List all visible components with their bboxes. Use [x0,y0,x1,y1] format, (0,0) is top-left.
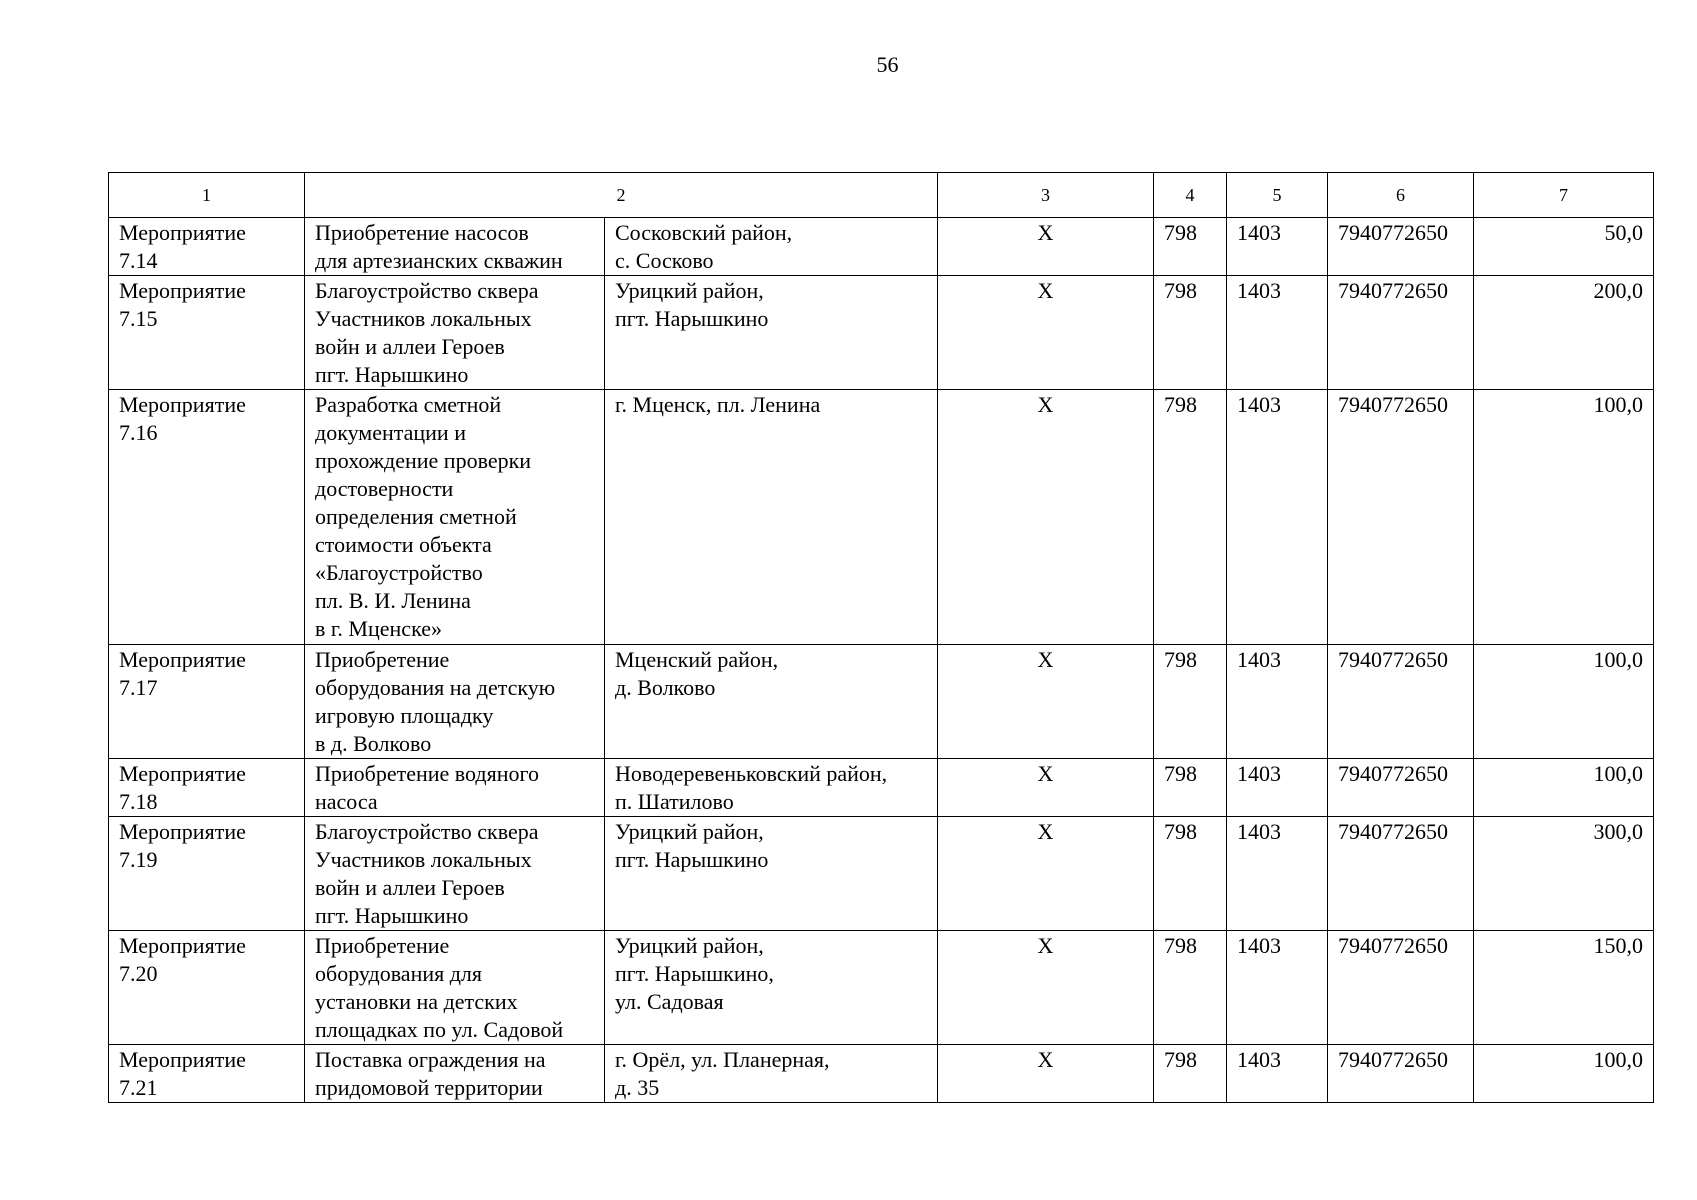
column-6-cell: 7940772650 [1328,759,1474,817]
location-cell: Новодеревеньковский район, п. Шатилово [605,759,938,817]
location-cell: Мценский район, д. Волково [605,645,938,759]
column-4-cell: 798 [1154,759,1227,817]
column-3-cell: Х [938,645,1154,759]
column-4-cell: 798 [1154,1045,1227,1103]
column-5-cell: 1403 [1227,390,1328,645]
column-5-cell: 1403 [1227,759,1328,817]
event-cell: Мероприятие 7.15 [109,276,305,390]
table-row [109,218,1654,276]
page-number: 56 [876,52,899,77]
column-5-cell: 1403 [1227,1045,1328,1103]
event-cell: Мероприятие 7.16 [109,390,305,645]
column-4-cell: 798 [1154,931,1227,1045]
event-cell: Мероприятие 7.19 [109,817,305,931]
header-cell-6: 6 [1328,173,1474,218]
column-3-cell: Х [938,931,1154,1045]
events-table [108,172,1654,1103]
description-cell: Приобретение насосов для артезианских скважин [305,218,605,276]
column-6-cell: 7940772650 [1328,276,1474,390]
location-cell: Сосковский район, с. Сосково [605,218,938,276]
header-cell-2: 2 [305,173,938,218]
column-6-cell: 7940772650 [1328,817,1474,931]
column-5-cell: 1403 [1227,931,1328,1045]
column-6-cell: 7940772650 [1328,218,1474,276]
table-row [109,390,1654,645]
table-header-row [109,173,1654,218]
header-cell-5: 5 [1227,173,1328,218]
column-5-cell: 1403 [1227,276,1328,390]
event-cell: Мероприятие 7.21 [109,1045,305,1103]
event-cell: Мероприятие 7.20 [109,931,305,1045]
column-4-cell: 798 [1154,390,1227,645]
description-cell: Приобретение оборудования на детскую игровую площадку в д. Волково [305,645,605,759]
event-cell: Мероприятие 7.14 [109,218,305,276]
location-cell: Урицкий район, пгт. Нарышкино [605,817,938,931]
amount-cell: 100,0 [1474,1045,1654,1103]
amount-cell: 200,0 [1474,276,1654,390]
amount-cell: 100,0 [1474,759,1654,817]
column-4-cell: 798 [1154,645,1227,759]
amount-cell: 100,0 [1474,390,1654,645]
amount-cell: 150,0 [1474,931,1654,1045]
amount-cell: 100,0 [1474,645,1654,759]
column-4-cell: 798 [1154,218,1227,276]
description-cell: Благоустройство сквера Участников локальных войн и аллеи Героев пгт. Нарышкино [305,276,605,390]
header-cell-7: 7 [1474,173,1654,218]
column-3-cell: Х [938,817,1154,931]
column-3-cell: Х [938,1045,1154,1103]
column-6-cell: 7940772650 [1328,931,1474,1045]
column-3-cell: Х [938,759,1154,817]
column-5-cell: 1403 [1227,817,1328,931]
description-cell: Благоустройство сквера Участников локальных войн и аллеи Героев пгт. Нарышкино [305,817,605,931]
table-row [109,759,1654,817]
table-row [109,817,1654,931]
location-cell: Урицкий район, пгт. Нарышкино, ул. Садовая [605,931,938,1045]
table-row [109,1045,1654,1103]
header-cell-4: 4 [1154,173,1227,218]
column-6-cell: 7940772650 [1328,1045,1474,1103]
location-cell: Урицкий район, пгт. Нарышкино [605,276,938,390]
header-cell-1: 1 [109,173,305,218]
column-3-cell: Х [938,218,1154,276]
column-6-cell: 7940772650 [1328,645,1474,759]
column-3-cell: Х [938,390,1154,645]
description-cell: Приобретение водяного насоса [305,759,605,817]
table-row [109,645,1654,759]
table-row [109,931,1654,1045]
event-cell: Мероприятие 7.17 [109,645,305,759]
table-row [109,276,1654,390]
location-cell: г. Мценск, пл. Ленина [605,390,938,645]
column-4-cell: 798 [1154,817,1227,931]
amount-cell: 300,0 [1474,817,1654,931]
column-5-cell: 1403 [1227,218,1328,276]
amount-cell: 50,0 [1474,218,1654,276]
description-cell: Поставка ограждения на придомовой территории [305,1045,605,1103]
event-cell: Мероприятие 7.18 [109,759,305,817]
column-3-cell: Х [938,276,1154,390]
column-6-cell: 7940772650 [1328,390,1474,645]
column-4-cell: 798 [1154,276,1227,390]
description-cell: Приобретение оборудования для установки на детских площадках по ул. Садовой [305,931,605,1045]
description-cell: Разработка сметной документации и прохождение проверки достоверности определения сметной стоимости объекта «Благоустройство пл. В. И. Ленина в г. Мценске» [305,390,605,645]
header-cell-3: 3 [938,173,1154,218]
location-cell: г. Орёл, ул. Планерная, д. 35 [605,1045,938,1103]
column-5-cell: 1403 [1227,645,1328,759]
